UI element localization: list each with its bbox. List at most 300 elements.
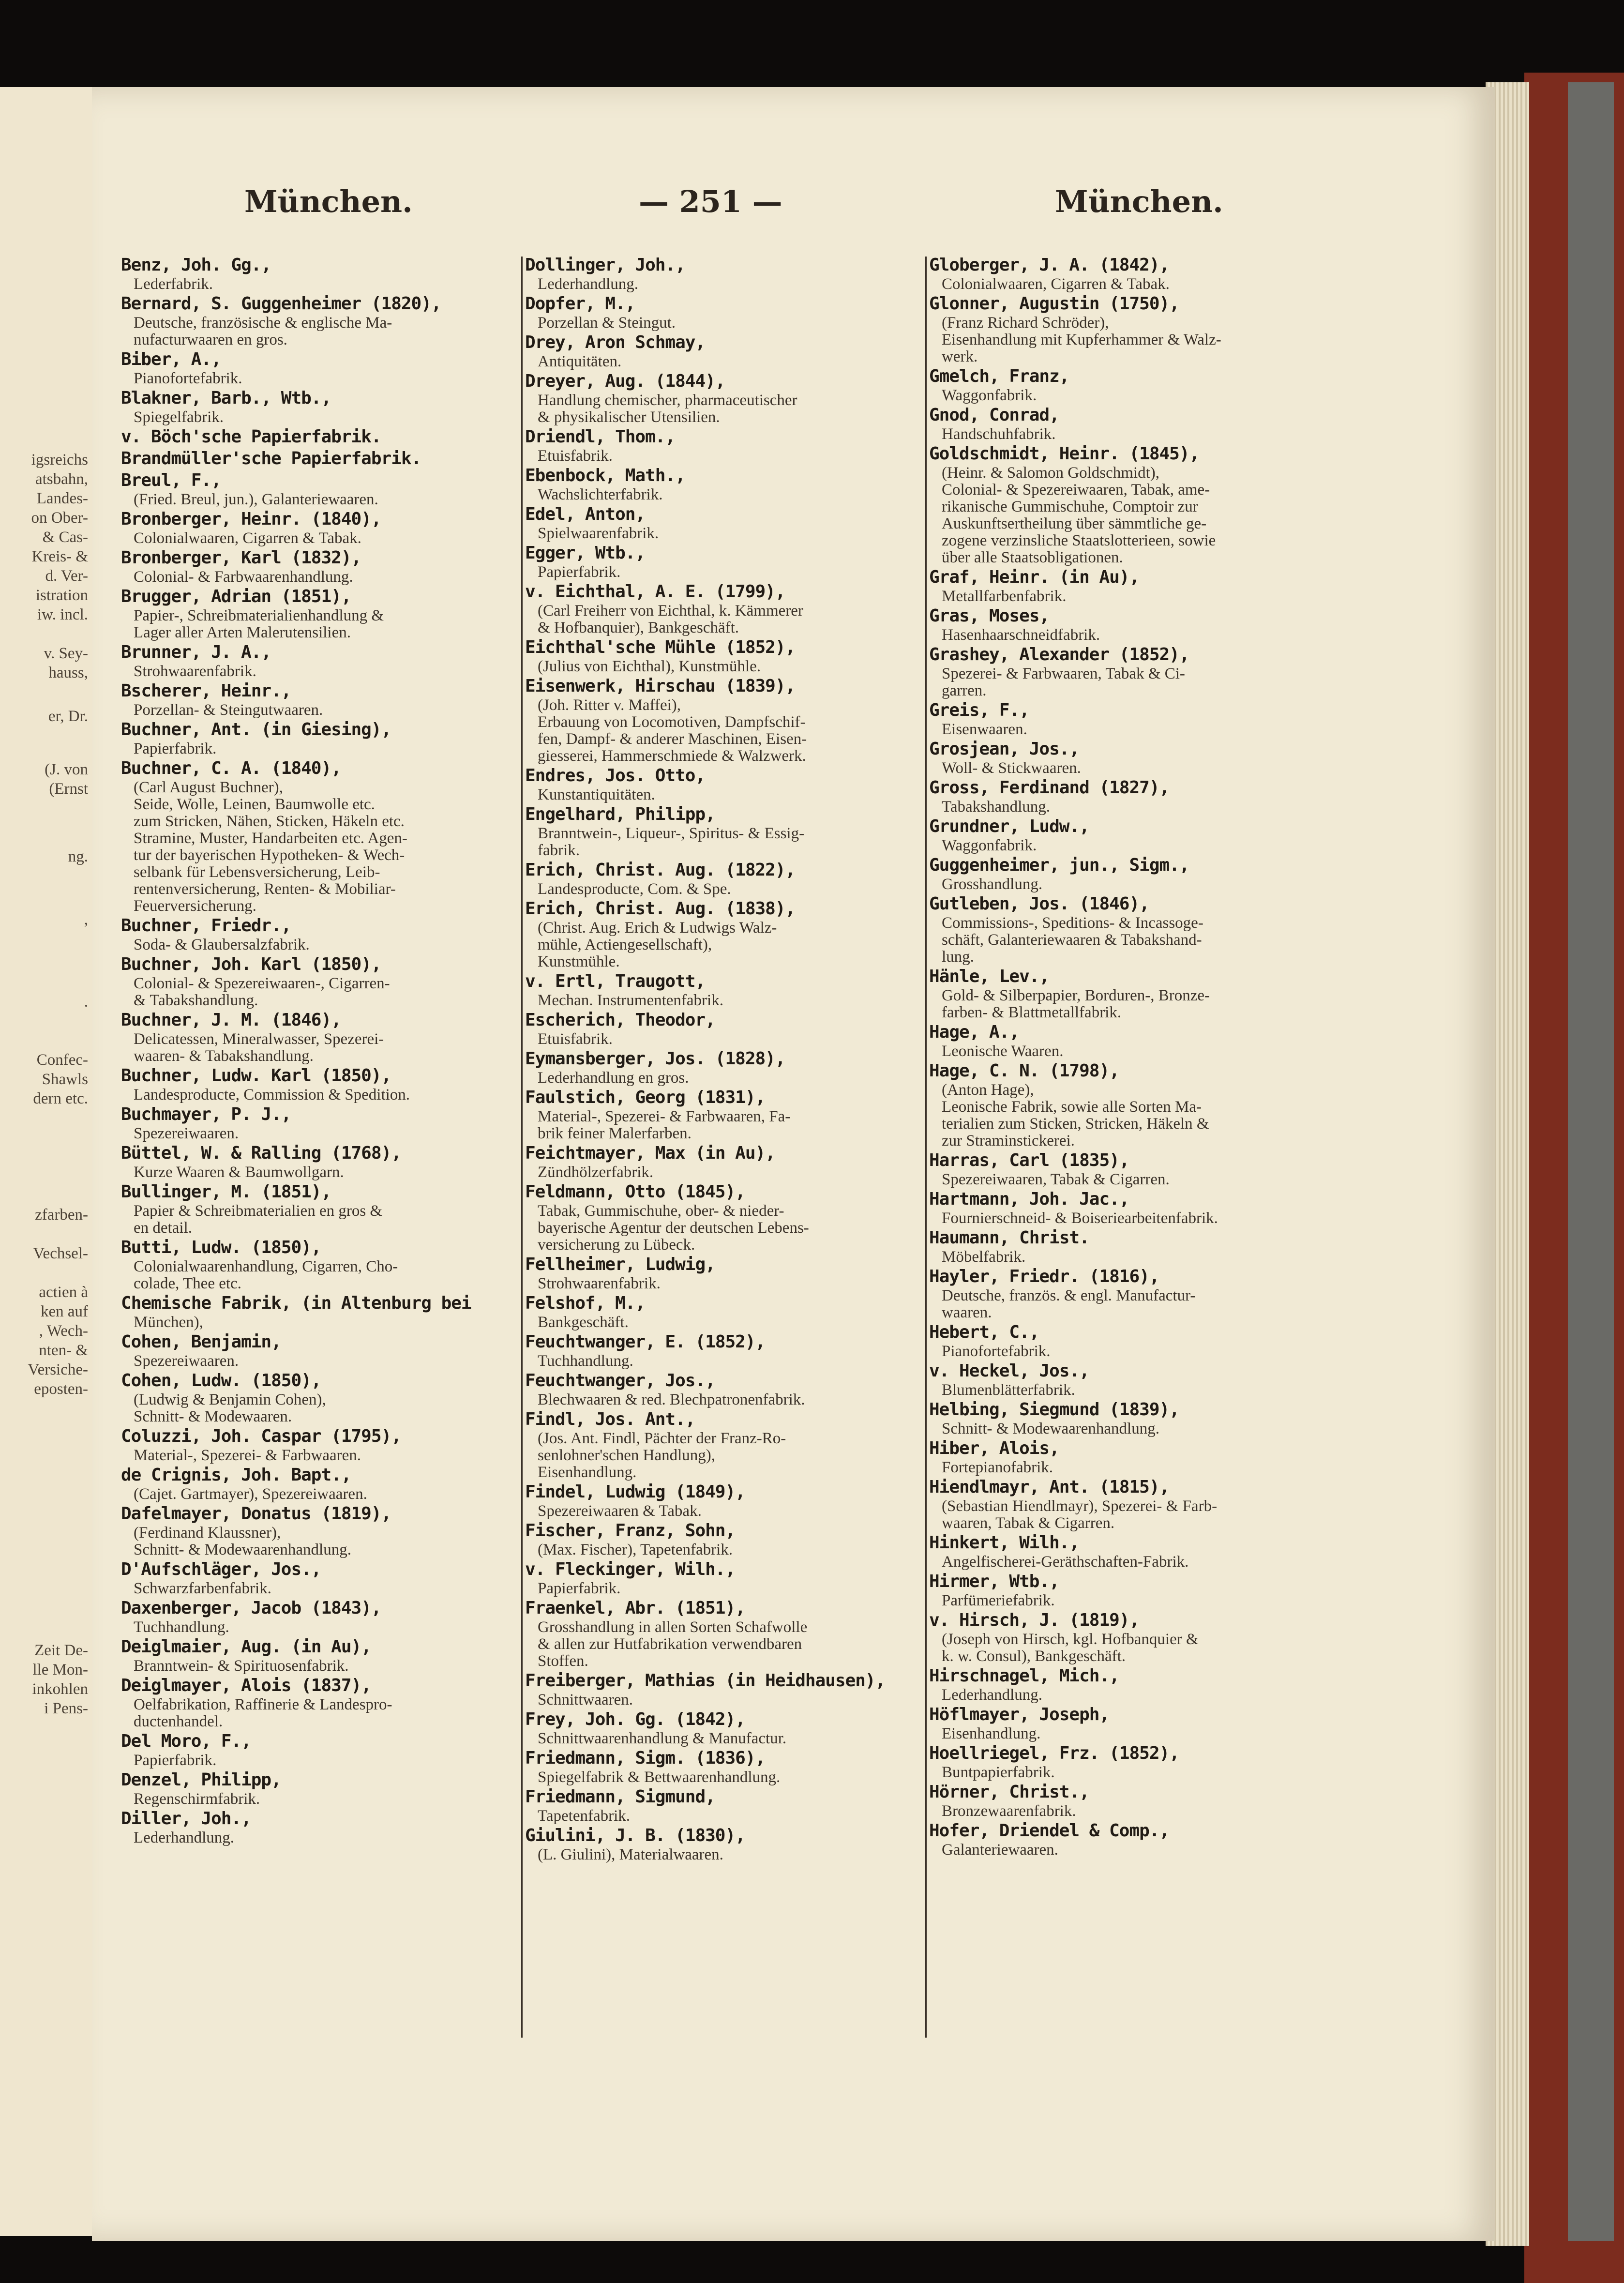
entry-name: v. Hirsch, J. (1819), bbox=[929, 1610, 1140, 1630]
entry-description: Deutsche, französ. & engl. Manufactur- bbox=[942, 1287, 1196, 1304]
column-1 bbox=[121, 254, 508, 1846]
entry-description: Gold- & Silberpapier, Borduren-, Bronze- bbox=[942, 987, 1210, 1004]
entry-name: Fellheimer, Ludwig, bbox=[525, 1255, 715, 1274]
entry-description: Tuchhandlung. bbox=[134, 1618, 229, 1636]
entry-name: Faulstich, Georg (1831), bbox=[525, 1088, 766, 1107]
directory-entry bbox=[525, 636, 912, 675]
directory-entry bbox=[121, 508, 508, 547]
entry-description: & Tabakshandlung. bbox=[134, 992, 258, 1009]
entry-name: Bronberger, Heinr. (1840), bbox=[121, 509, 381, 529]
entry-name: Hage, C. N. (1798), bbox=[929, 1061, 1119, 1081]
directory-entry bbox=[929, 1781, 1316, 1820]
entry-description: Papier-, Schreibmaterialienhandlung & bbox=[134, 607, 384, 624]
directory-entry bbox=[929, 566, 1316, 605]
entry-description: versicherung zu Lübeck. bbox=[538, 1236, 695, 1254]
directory-entry bbox=[525, 254, 912, 293]
entry-name: v. Fleckinger, Wilh., bbox=[525, 1559, 736, 1579]
entry-name: Eisenwerk, Hirschau (1839), bbox=[525, 676, 796, 696]
directory-entry bbox=[929, 1571, 1316, 1609]
prev-page-text: d. Ver- bbox=[45, 567, 88, 585]
directory-entry bbox=[121, 1237, 508, 1292]
entry-name: Eymansberger, Jos. (1828), bbox=[525, 1049, 785, 1069]
entry-name: Erich, Christ. Aug. (1822), bbox=[525, 860, 796, 880]
entry-description: Papierfabrik. bbox=[134, 740, 217, 757]
directory-entry bbox=[929, 293, 1316, 365]
entry-description: terialien zum Sticken, Stricken, Häkeln & bbox=[942, 1115, 1209, 1133]
directory-entry bbox=[929, 966, 1316, 1021]
entry-name: Haumann, Christ. bbox=[929, 1228, 1089, 1248]
entry-description: Papierfabrik. bbox=[134, 1752, 217, 1769]
entry-description: Spiegelfabrik. bbox=[134, 408, 224, 426]
entry-description: Feuerversicherung. bbox=[134, 897, 256, 915]
entry-name: Frey, Joh. Gg. (1842), bbox=[525, 1709, 745, 1729]
entry-description: rentenversicherung, Renten- & Mobiliar- bbox=[134, 880, 396, 898]
entry-description: Soda- & Glaubersalzfabrik. bbox=[134, 936, 310, 953]
entry-name: Dreyer, Aug. (1844), bbox=[525, 371, 725, 391]
entry-name: Brugger, Adrian (1851), bbox=[121, 587, 351, 606]
entry-name: Hoellriegel, Frz. (1852), bbox=[929, 1743, 1179, 1763]
entry-name: Hiber, Alois, bbox=[929, 1438, 1059, 1458]
entry-name: Buchner, Ant. (in Giesing), bbox=[121, 720, 391, 740]
prev-page-text: (Ernst bbox=[49, 780, 88, 798]
entry-description: Colonialwaarenhandlung, Cigarren, Cho- bbox=[134, 1258, 398, 1275]
entry-description: lung. bbox=[942, 948, 974, 966]
prev-page-text: , bbox=[84, 911, 88, 928]
entry-description: fen, Dampf- & anderer Maschinen, Eisen- bbox=[538, 730, 807, 748]
entry-name: Hofer, Driendel & Comp., bbox=[929, 1821, 1170, 1841]
prev-page-text: . bbox=[84, 993, 88, 1011]
entry-description: (Franz Richard Schröder), bbox=[942, 314, 1109, 332]
entry-name: Fraenkel, Abr. (1851), bbox=[525, 1598, 745, 1618]
directory-entry bbox=[121, 254, 508, 293]
entry-description: (Julius von Eichthal), Kunstmühle. bbox=[538, 658, 761, 675]
entry-name: Deiglmaier, Aug. (in Au), bbox=[121, 1637, 371, 1657]
directory-entry bbox=[121, 1769, 508, 1808]
directory-entry bbox=[121, 757, 508, 915]
entry-description: & allen zur Hutfabrikation verwendbaren bbox=[538, 1635, 802, 1653]
entry-description: Waggonfabrik. bbox=[942, 837, 1037, 854]
entry-description: über alle Staatsobligationen. bbox=[942, 549, 1123, 566]
entry-description: Antiquitäten. bbox=[538, 353, 622, 370]
directory-entry bbox=[121, 586, 508, 641]
entry-name: Erich, Christ. Aug. (1838), bbox=[525, 899, 796, 919]
directory-entry bbox=[121, 680, 508, 719]
entry-description: nufacturwaaren en gros. bbox=[134, 331, 287, 348]
entry-description: (Heinr. & Salomon Goldschmidt), bbox=[942, 464, 1160, 482]
entry-name: Gras, Moses, bbox=[929, 606, 1050, 626]
entry-name: Coluzzi, Joh. Caspar (1795), bbox=[121, 1426, 401, 1446]
entry-description: Colonialwaaren, Cigarren & Tabak. bbox=[134, 529, 361, 547]
entry-name: Buchmayer, P. J., bbox=[121, 1104, 291, 1124]
entry-name: Fischer, Franz, Sohn, bbox=[525, 1521, 736, 1541]
directory-entry bbox=[525, 1181, 912, 1254]
entry-description: Tabakshandlung. bbox=[942, 798, 1051, 816]
entry-description: (Ludwig & Benjamin Cohen), bbox=[134, 1391, 326, 1408]
entry-name: Bscherer, Heinr., bbox=[121, 681, 291, 701]
directory-entry bbox=[121, 1636, 508, 1675]
entry-description: Buntpapierfabrik. bbox=[942, 1764, 1055, 1781]
entry-description: (Max. Fischer), Tapetenfabrik. bbox=[538, 1541, 733, 1558]
prev-page-text: zfarben- bbox=[35, 1206, 88, 1224]
entry-description: Material-, Spezerei- & Farbwaaren. bbox=[134, 1447, 361, 1464]
entry-description: ductenhandel. bbox=[134, 1713, 223, 1730]
directory-entry bbox=[121, 547, 508, 586]
directory-entry bbox=[525, 970, 912, 1009]
entry-description: Bankgeschäft. bbox=[538, 1314, 629, 1331]
entry-description: schäft, Galanteriewaaren & Tabakshand- bbox=[942, 931, 1202, 949]
directory-entry bbox=[929, 1820, 1316, 1859]
directory-entry bbox=[121, 1142, 508, 1181]
entry-name: Dollinger, Joh., bbox=[525, 255, 685, 275]
directory-entry bbox=[929, 1742, 1316, 1781]
prev-page-text: hauss, bbox=[48, 664, 88, 681]
entry-description: Handschuhfabrik. bbox=[942, 425, 1056, 443]
entry-name: Goldschmidt, Heinr. (1845), bbox=[929, 444, 1200, 464]
entry-description: Spezereiwaaren. bbox=[134, 1352, 239, 1370]
directory-entry bbox=[121, 719, 508, 757]
book-binding-strip bbox=[1568, 82, 1614, 2241]
entry-name: Eichthal'sche Mühle (1852), bbox=[525, 637, 796, 657]
prev-page-text: iw. incl. bbox=[37, 606, 88, 623]
entry-description: Schnitt- & Modewaarenhandlung. bbox=[134, 1541, 351, 1558]
entry-name: Benz, Joh. Gg., bbox=[121, 255, 271, 275]
directory-entry bbox=[525, 1825, 912, 1863]
entry-description: Grosshandlung in allen Sorten Schafwolle bbox=[538, 1618, 808, 1636]
prev-page-text: istration bbox=[35, 587, 88, 604]
directory-entry bbox=[929, 1321, 1316, 1360]
entry-name: Greis, F., bbox=[929, 700, 1029, 720]
entry-description: senlohner'schen Handlung), bbox=[538, 1447, 716, 1464]
directory-entry bbox=[121, 1009, 508, 1065]
entry-description: Commissions-, Speditions- & Incassoge- bbox=[942, 914, 1203, 932]
prev-page-text: lle Mon- bbox=[32, 1661, 88, 1678]
entry-description: giesserei, Hammerschmiede & Walzwerk. bbox=[538, 747, 806, 765]
entry-description: & Hofbanquier), Bankgeschäft. bbox=[538, 619, 739, 636]
entry-description: München), bbox=[134, 1314, 203, 1331]
entry-name: Dopfer, M., bbox=[525, 294, 635, 314]
entry-description: Lederhandlung. bbox=[134, 1829, 235, 1846]
directory-entry bbox=[525, 503, 912, 542]
directory-entry bbox=[525, 465, 912, 503]
directory-entry bbox=[121, 1181, 508, 1237]
entry-name: Hayler, Friedr. (1816), bbox=[929, 1267, 1159, 1286]
entry-description: Galanteriewaaren. bbox=[942, 1841, 1058, 1859]
entry-description: Kunstmühle. bbox=[538, 953, 620, 970]
entry-name: Feuchtwanger, E. (1852), bbox=[525, 1332, 766, 1352]
directory-entry bbox=[121, 387, 508, 426]
directory-entry bbox=[121, 448, 508, 469]
directory-entry bbox=[929, 1476, 1316, 1532]
entry-name: Deiglmayer, Alois (1837), bbox=[121, 1676, 371, 1695]
entry-name: Gnod, Conrad, bbox=[929, 405, 1059, 425]
entry-description: (Joseph von Hirsch, kgl. Hofbanquier & bbox=[942, 1631, 1199, 1648]
directory-entry bbox=[929, 1609, 1316, 1665]
entry-name: D'Aufschläger, Jos., bbox=[121, 1559, 321, 1579]
directory-entry bbox=[525, 1370, 912, 1408]
prev-page-text: , Wech- bbox=[39, 1322, 88, 1340]
entry-description: Bronzewaarenfabrik. bbox=[942, 1802, 1076, 1820]
entry-description: Leonische Waaren. bbox=[942, 1043, 1064, 1060]
directory-entry bbox=[525, 542, 912, 581]
entry-description: Material-, Spezerei- & Farbwaaren, Fa- bbox=[538, 1108, 791, 1125]
entry-description: Blechwaaren & red. Blechpatronenfabrik. bbox=[538, 1391, 805, 1408]
entry-description: Porzellan- & Steingutwaaren. bbox=[134, 701, 323, 719]
entry-description: (Anton Hage), bbox=[942, 1081, 1034, 1099]
entry-name: Driendl, Thom., bbox=[525, 427, 676, 447]
entry-name: Hartmann, Joh. Jac., bbox=[929, 1189, 1129, 1209]
entry-description: Lager aller Arten Malerutensilien. bbox=[134, 624, 351, 641]
entry-name: Glonner, Augustin (1750), bbox=[929, 294, 1179, 314]
entry-description: (Joh. Ritter v. Maffei), bbox=[538, 696, 681, 714]
prev-page-text: Shawls bbox=[42, 1071, 88, 1088]
entry-description: fabrik. bbox=[538, 842, 580, 859]
directory-entry bbox=[929, 1704, 1316, 1742]
directory-entry bbox=[929, 699, 1316, 738]
directory-entry bbox=[525, 1670, 912, 1708]
entry-name: Globerger, J. A. (1842), bbox=[929, 255, 1170, 275]
directory-entry bbox=[121, 1104, 508, 1142]
entry-description: (Jos. Ant. Findl, Pächter der Franz-Ro- bbox=[538, 1430, 786, 1447]
prev-page-text: Confec- bbox=[36, 1051, 88, 1069]
entry-description: (Fried. Breul, jun.), Galanteriewaaren. bbox=[134, 491, 378, 508]
directory-entry bbox=[121, 1425, 508, 1464]
directory-entry bbox=[121, 1558, 508, 1597]
entry-description: Lederhandlung. bbox=[942, 1686, 1043, 1704]
prev-page-text: v. Sey- bbox=[44, 645, 88, 662]
directory-entry bbox=[121, 915, 508, 953]
header-left: München. bbox=[244, 184, 413, 219]
entry-name: v. Ertl, Traugott, bbox=[525, 971, 706, 991]
entry-description: zogene verzinsliche Staatslotterieen, sowie bbox=[942, 532, 1216, 549]
entry-description: Branntwein-, Liqueur-, Spiritus- & Essig- bbox=[538, 825, 805, 842]
entry-description: Lederfabrik. bbox=[134, 275, 213, 293]
directory-entry bbox=[525, 1254, 912, 1292]
entry-name: Buchner, Ludw. Karl (1850), bbox=[121, 1066, 391, 1086]
entry-description: zur Straminstickerei. bbox=[942, 1132, 1075, 1149]
entry-name: Edel, Anton, bbox=[525, 504, 646, 524]
entry-description: waaren. bbox=[942, 1304, 992, 1321]
entry-name: Grosjean, Jos., bbox=[929, 739, 1080, 759]
entry-name: Giulini, J. B. (1830), bbox=[525, 1826, 745, 1845]
directory-entry bbox=[121, 1370, 508, 1425]
entry-description: selbank für Lebensversicherung, Leib- bbox=[134, 863, 380, 881]
directory-entry bbox=[525, 581, 912, 636]
entry-description: Deutsche, französische & englische Ma- bbox=[134, 314, 392, 332]
entry-description: (L. Giulini), Materialwaaren. bbox=[538, 1846, 723, 1863]
entry-description: mühle, Actiengesellschaft), bbox=[538, 936, 712, 953]
entry-description: werk. bbox=[942, 348, 978, 365]
entry-name: Drey, Aron Schmay, bbox=[525, 333, 706, 352]
entry-description: Branntwein- & Spirituosenfabrik. bbox=[134, 1657, 349, 1675]
entry-description: Schnittwaarenhandlung & Manufactur. bbox=[538, 1730, 787, 1747]
prev-page-text: Zeit De- bbox=[34, 1642, 88, 1659]
directory-entry bbox=[121, 426, 508, 448]
entry-name: Friedmann, Sigm. (1836), bbox=[525, 1748, 766, 1768]
directory-entry bbox=[121, 641, 508, 680]
entry-name: Buchner, Joh. Karl (1850), bbox=[121, 954, 381, 974]
directory-entry bbox=[929, 1665, 1316, 1704]
entry-description: (Cajet. Gartmayer), Spezereiwaaren. bbox=[134, 1485, 367, 1503]
directory-entry bbox=[525, 1292, 912, 1331]
entry-description: Zündhölzerfabrik. bbox=[538, 1164, 654, 1181]
entry-name: Gutleben, Jos. (1846), bbox=[929, 894, 1149, 914]
entry-description: Kunstantiquitäten. bbox=[538, 786, 655, 803]
entry-description: waaren- & Tabakshandlung. bbox=[134, 1047, 314, 1065]
directory-entry bbox=[121, 1730, 508, 1769]
entry-name: Büttel, W. & Ralling (1768), bbox=[121, 1143, 401, 1163]
entry-description: Schnitt- & Modewaarenhandlung. bbox=[942, 1420, 1159, 1437]
entry-description: Leonische Fabrik, sowie alle Sorten Ma- bbox=[942, 1098, 1202, 1116]
entry-name: Blakner, Barb., Wtb., bbox=[121, 388, 331, 408]
entry-name: Guggenheimer, jun., Sigm., bbox=[929, 855, 1189, 875]
column-3 bbox=[929, 254, 1316, 1859]
entry-description: Colonial- & Spezereiwaaren-, Cigarren- bbox=[134, 975, 390, 992]
directory-entry bbox=[121, 348, 508, 387]
entry-description: tur der bayerischen Hypotheken- & Wech- bbox=[134, 847, 405, 864]
prev-page-text: er, Dr. bbox=[48, 708, 88, 725]
entry-name: Dafelmayer, Donatus (1819), bbox=[121, 1504, 391, 1524]
entry-name: Feichtmayer, Max (in Au), bbox=[525, 1143, 775, 1163]
entry-description: Lederhandlung en gros. bbox=[538, 1069, 689, 1087]
directory-entry bbox=[121, 293, 508, 348]
entry-description: Oelfabrikation, Raffinerie & Landespro- bbox=[134, 1696, 392, 1713]
entry-name: Brandmüller'sche Papierfabrik. bbox=[121, 449, 421, 469]
entry-description: Grosshandlung. bbox=[942, 876, 1043, 893]
directory-entry bbox=[525, 803, 912, 859]
entry-name: Diller, Joh., bbox=[121, 1809, 251, 1829]
entry-description: Waggonfabrik. bbox=[942, 387, 1037, 404]
directory-entry bbox=[121, 1292, 508, 1331]
directory-entry bbox=[525, 1558, 912, 1597]
directory-entry bbox=[929, 1360, 1316, 1399]
entry-description: Mechan. Instrumentenfabrik. bbox=[538, 992, 723, 1009]
entry-name: Engelhard, Philipp, bbox=[525, 804, 715, 824]
entry-description: bayerische Agentur der deutschen Lebens- bbox=[538, 1219, 809, 1237]
directory-entry bbox=[525, 1048, 912, 1087]
entry-description: rikanische Gummischuhe, Comptoir zur bbox=[942, 498, 1198, 515]
entry-description: Strohwaarenfabrik. bbox=[538, 1275, 661, 1292]
entry-description: Woll- & Stickwaaren. bbox=[942, 759, 1081, 777]
prev-page-text: i Pens- bbox=[44, 1700, 88, 1717]
directory-entry bbox=[121, 1065, 508, 1104]
entry-description: Fournierschneid- & Boiseriearbeitenfabrik. bbox=[942, 1210, 1218, 1227]
entry-description: Spezereiwaaren, Tabak & Cigarren. bbox=[942, 1171, 1170, 1188]
prev-page-text: ng. bbox=[68, 848, 88, 865]
entry-name: Buchner, Friedr., bbox=[121, 916, 291, 936]
prev-page-text: Kreis- & bbox=[31, 548, 88, 565]
entry-description: Pianofortefabrik. bbox=[942, 1343, 1051, 1360]
directory-entry bbox=[929, 404, 1316, 443]
entry-name: v. Heckel, Jos., bbox=[929, 1361, 1089, 1381]
entry-name: Hebert, C., bbox=[929, 1322, 1039, 1342]
directory-entry bbox=[525, 1087, 912, 1142]
prev-page-text: Versiche- bbox=[28, 1361, 88, 1378]
entry-name: Helbing, Siegmund (1839), bbox=[929, 1400, 1179, 1420]
entry-description: Schnittwaaren. bbox=[538, 1691, 633, 1708]
entry-description: Tuchhandlung. bbox=[538, 1352, 633, 1370]
entry-description: Colonialwaaren, Cigarren & Tabak. bbox=[942, 275, 1170, 293]
entry-description: Tabak, Gummischuhe, ober- & nieder- bbox=[538, 1202, 784, 1220]
directory-entry bbox=[121, 469, 508, 508]
entry-description: Strohwaarenfabrik. bbox=[134, 663, 256, 680]
entry-name: Endres, Jos. Otto, bbox=[525, 766, 706, 786]
entry-name: Feuchtwanger, Jos., bbox=[525, 1371, 715, 1391]
column-rule bbox=[925, 257, 927, 2038]
entry-description: Papierfabrik. bbox=[538, 563, 621, 581]
directory-entry bbox=[929, 1266, 1316, 1321]
entry-name: Hirschnagel, Mich., bbox=[929, 1666, 1119, 1686]
entry-description: Möbelfabrik. bbox=[942, 1248, 1026, 1266]
entry-name: Egger, Wtb., bbox=[525, 543, 646, 563]
prev-page-text: inkohlen bbox=[32, 1680, 88, 1698]
entry-name: Escherich, Theodor, bbox=[525, 1010, 715, 1030]
entry-description: Eisenhandlung. bbox=[942, 1725, 1041, 1742]
entry-description: Hasenhaarschneidfabrik. bbox=[942, 626, 1100, 644]
directory-entry bbox=[121, 1675, 508, 1730]
entry-description: Handlung chemischer, pharmaceutischer bbox=[538, 392, 797, 409]
entry-description: Stramine, Muster, Handarbeiten etc. Agen- bbox=[134, 830, 407, 847]
directory-entry bbox=[929, 1060, 1316, 1149]
directory-entry bbox=[525, 675, 912, 765]
entry-description: Schnitt- & Modewaaren. bbox=[134, 1408, 292, 1425]
entry-name: Buchner, J. M. (1846), bbox=[121, 1010, 341, 1030]
prev-page-text: nten- & bbox=[39, 1342, 88, 1359]
entry-description: (Sebastian Hiendlmayr), Spezerei- & Farb- bbox=[942, 1497, 1218, 1515]
entry-name: Freiberger, Mathias (in Heidhausen), bbox=[525, 1671, 886, 1691]
directory-entry bbox=[929, 1227, 1316, 1266]
entry-name: Denzel, Philipp, bbox=[121, 1770, 281, 1790]
entry-description: (Carl August Buchner), bbox=[134, 779, 283, 796]
entry-description: Papier & Schreibmaterialien en gros & bbox=[134, 1202, 383, 1220]
entry-description: Kurze Waaren & Baumwollgarn. bbox=[134, 1164, 344, 1181]
entry-name: Hirmer, Wtb., bbox=[929, 1572, 1059, 1591]
entry-name: Cohen, Ludw. (1850), bbox=[121, 1371, 321, 1391]
entry-description: brik feiner Malerfarben. bbox=[538, 1125, 692, 1142]
entry-description: Landesproducte, Com. & Spe. bbox=[538, 880, 731, 898]
entry-name: Bullinger, M. (1851), bbox=[121, 1182, 331, 1202]
entry-name: Cohen, Benjamin, bbox=[121, 1332, 281, 1352]
prev-page-text: igsreichs bbox=[31, 451, 88, 469]
entry-name: Butti, Ludw. (1850), bbox=[121, 1238, 321, 1257]
entry-description: Spielwaarenfabrik. bbox=[538, 525, 659, 542]
directory-entry bbox=[525, 1331, 912, 1370]
directory-entry bbox=[525, 1009, 912, 1048]
directory-entry bbox=[525, 1520, 912, 1558]
directory-entry bbox=[525, 765, 912, 803]
entry-description: Spiegelfabrik & Bettwaarenhandlung. bbox=[538, 1769, 781, 1786]
entry-description: Etuisfabrik. bbox=[538, 447, 613, 465]
entry-description: Spezereiwaaren & Tabak. bbox=[538, 1502, 702, 1520]
directory-entry bbox=[929, 854, 1316, 893]
entry-description: (Christ. Aug. Erich & Ludwigs Walz- bbox=[538, 919, 777, 937]
entry-description: Schwarzfarbenfabrik. bbox=[134, 1580, 271, 1597]
directory-entry bbox=[121, 1331, 508, 1370]
entry-name: Gross, Ferdinand (1827), bbox=[929, 778, 1170, 798]
directory-entry bbox=[121, 1503, 508, 1558]
entry-name: Hänle, Lev., bbox=[929, 967, 1050, 986]
prev-page-text: Landes- bbox=[36, 490, 88, 507]
entry-description: en detail. bbox=[134, 1219, 192, 1237]
directory-entry bbox=[929, 1149, 1316, 1188]
entry-name: Gmelch, Franz, bbox=[929, 366, 1069, 386]
directory-entry bbox=[929, 443, 1316, 566]
directory-entry bbox=[929, 816, 1316, 854]
directory-entry bbox=[929, 1437, 1316, 1476]
entry-name: Graf, Heinr. (in Au), bbox=[929, 567, 1140, 587]
entry-name: Brunner, J. A., bbox=[121, 642, 271, 662]
entry-description: Porzellan & Steingut. bbox=[538, 314, 676, 332]
entry-name: Grundner, Ludw., bbox=[929, 816, 1089, 836]
